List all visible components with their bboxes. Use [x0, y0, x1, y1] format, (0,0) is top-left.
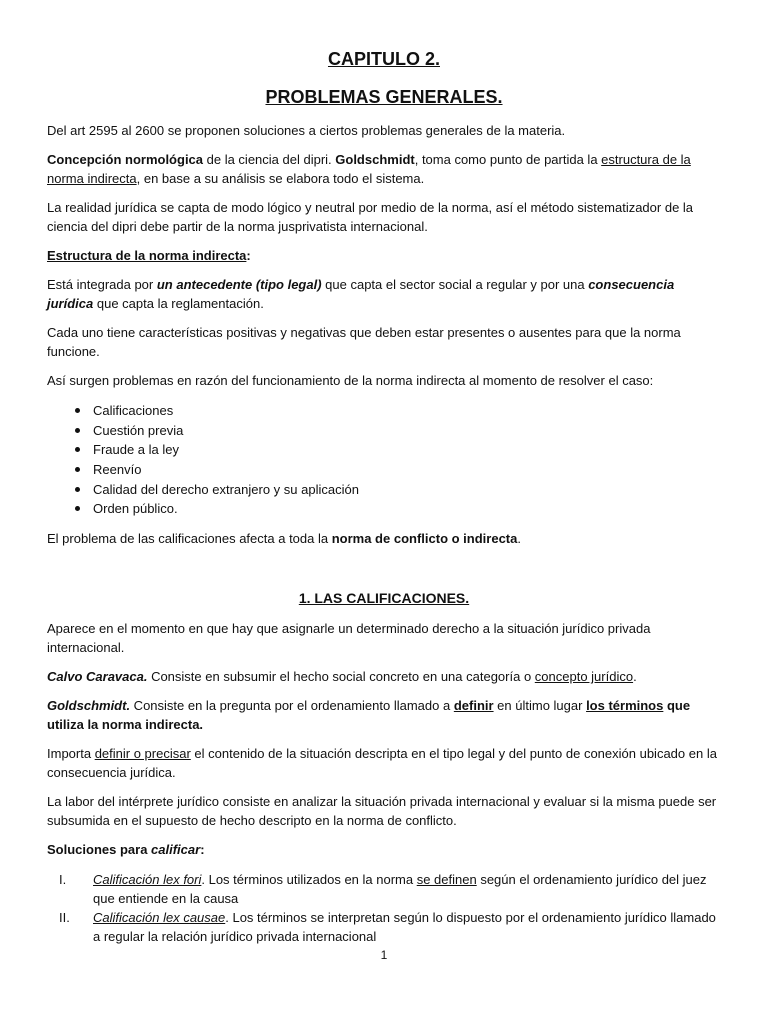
text-run: Consiste en subsumir el hecho social concreto en una categoría o — [147, 669, 535, 684]
paragraph-goldschmidt — [47, 696, 723, 734]
text-run: Importa — [47, 746, 95, 761]
text-run: que capta la reglamentación. — [93, 296, 264, 311]
text-run: según el ordenamiento jurídico del juez que entiende en la causa — [93, 872, 707, 906]
list-item — [47, 440, 687, 460]
bold-underlined-term: definir — [453, 698, 494, 713]
text-run: en último lugar — [493, 698, 587, 713]
intro-paragraph: Del art 2595 al 2600 se proponen soluciones a ciertos problemas generales de la materia. — [47, 123, 566, 138]
bold-term: que utiliza la norma indirecta. — [47, 698, 691, 732]
list-item — [47, 499, 687, 519]
bold-underlined-term: los términos — [586, 698, 664, 713]
italic-underlined-term: Calificación lex causae — [93, 910, 226, 925]
text-run: El problema de las calificaciones afecta a toda la — [47, 531, 332, 546]
list-item — [47, 480, 687, 500]
underlined-term: se definen — [416, 872, 477, 887]
paragraph-realidad: La realidad jurídica se capta de modo lógico y neutral por medio de la norma, así el método sistematizador de la ciencia del dipri debe partir de la norma jusprivatista internacional. — [47, 200, 694, 234]
text-run: que capta el sector social a regular y por una — [321, 277, 589, 292]
heading-soluciones — [47, 840, 723, 859]
text-run: el contenido de la situación descripta en el tipo legal y del punto de conexión ubicado en la consecuencia jurídica. — [47, 746, 717, 780]
bold-italic-term: un antecedente (tipo legal) — [156, 277, 322, 292]
underlined-heading: Estructura de la norma indirecta — [47, 248, 247, 263]
paragraph-aparece: Aparece en el momento en que hay que asignarle un determinado derecho a la situación jurídico privada internacional. — [47, 621, 651, 655]
text-run: , toma como punto de partida la — [414, 152, 602, 167]
paragraph-calificaciones-afecta — [47, 529, 723, 548]
list-item — [47, 870, 723, 908]
list-item — [47, 460, 687, 480]
underlined-term: definir o precisar — [94, 746, 191, 761]
text-run: Soluciones para — [47, 842, 152, 857]
roman-numeral: I. — [59, 872, 67, 887]
bold-term: Goldschmidt — [335, 152, 415, 167]
list-item-label: Cuestión previa — [93, 422, 184, 438]
author-name: Calvo Caravaca. — [47, 669, 148, 684]
text-run: . — [517, 531, 521, 546]
list-item-label: Fraude a la ley — [93, 442, 179, 458]
problems-list — [47, 401, 687, 519]
heading-estructura — [47, 246, 723, 265]
bullet-icon — [75, 467, 80, 472]
text-run: . Los términos utilizados en la norma — [201, 872, 417, 887]
bold-term: Concepción normológica — [47, 152, 204, 167]
bullet-icon — [75, 487, 80, 492]
bold-term: norma de conflicto o indirecta — [331, 531, 518, 546]
text-run: Está integrada por — [47, 277, 157, 292]
chapter-title: CAPITULO 2. — [327, 49, 440, 69]
text-run: Consiste en la pregunta por el ordenamiento llamado a — [130, 698, 454, 713]
text-run: . Los términos se interpretan según lo dispuesto por el ordenamiento jurídico llamado a regular la relación jurídico privada internacional — [93, 910, 716, 944]
text-run: , en base a su análisis se elabora todo el sistema. — [136, 171, 425, 186]
chapter-subtitle: PROBLEMAS GENERALES. — [265, 87, 503, 107]
text-run: : — [200, 842, 205, 857]
author-name: Goldschmidt. — [47, 698, 131, 713]
list-item-label: Orden público. — [93, 501, 178, 517]
paragraph-integrada — [47, 275, 723, 313]
paragraph-labor: La labor del intérprete jurídico consiste en analizar la situación privada internacional y evaluar si la misma puede ser subsumida en el supuesto de hecho descripto en la norma de conflicto. — [47, 794, 717, 828]
italic-underlined-term: Calificación lex fori — [93, 872, 202, 887]
list-item — [47, 421, 687, 441]
bullet-icon — [75, 506, 80, 511]
paragraph-importa — [47, 744, 723, 782]
page-number: 1 — [380, 948, 388, 962]
bullet-icon — [75, 428, 80, 433]
underlined-term: concepto jurídico — [534, 669, 634, 684]
list-item — [47, 908, 723, 946]
text-run: . — [633, 669, 637, 684]
text-run: : — [246, 248, 251, 263]
bold-italic-term: consecuencia jurídica — [47, 277, 675, 311]
list-item — [47, 401, 687, 421]
bullet-icon — [75, 447, 80, 452]
bullet-icon — [75, 408, 80, 413]
section-heading-calificaciones: 1. LAS CALIFICACIONES. — [298, 590, 470, 606]
paragraph-calvo-caravaca — [47, 667, 723, 686]
list-item-label: Calificaciones — [93, 403, 174, 418]
paragraph-caracteristicas: Cada uno tiene características positivas y negativas que deben estar presentes o ausentes para que la norma funcione. — [47, 325, 681, 359]
paragraph-concepcion — [47, 150, 723, 188]
underlined-term: estructura de la norma indirecta — [47, 152, 691, 186]
roman-numeral: II. — [59, 910, 70, 925]
text-run: de la ciencia del dipri. — [203, 152, 336, 167]
list-item-label: Calidad del derecho extranjero y su aplicación — [93, 481, 359, 497]
paragraph-problemas: Así surgen problemas en razón del funcionamiento de la norma indirecta al momento de resolver el caso: — [47, 373, 654, 388]
solutions-list — [47, 870, 723, 946]
list-item-label: Reenvío — [93, 462, 142, 478]
italic-term: calificar — [151, 842, 201, 857]
